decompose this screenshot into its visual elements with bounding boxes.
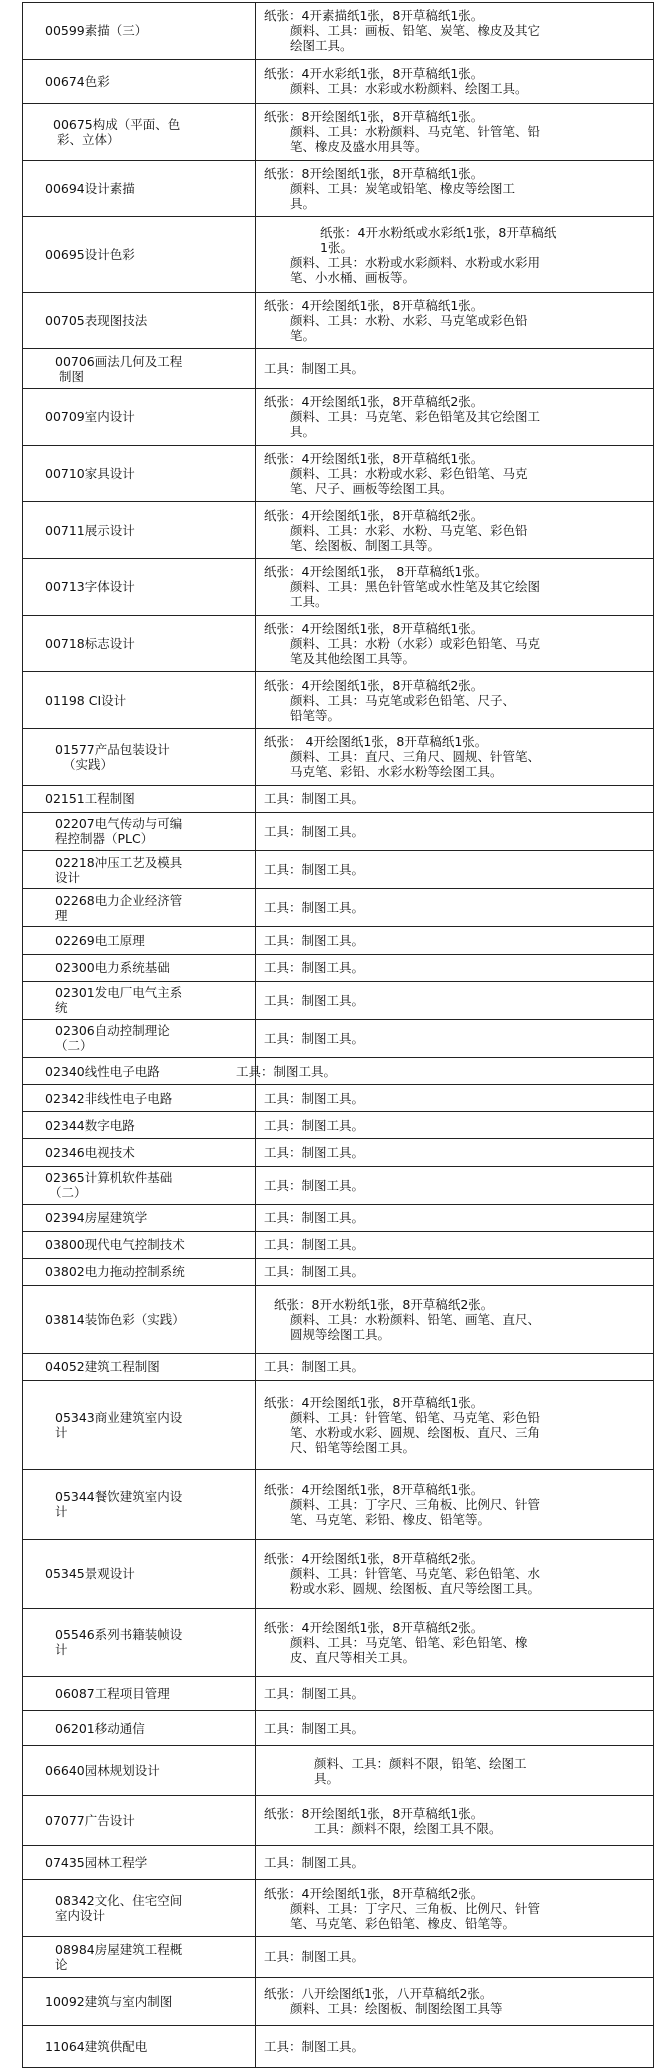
requirement-cell xyxy=(256,1936,654,1977)
course-cell xyxy=(23,445,256,502)
requirement-line: 颜料、工具：直尺、三角尺、圆规、针管笔、 xyxy=(290,749,541,765)
requirement-cell xyxy=(256,729,654,786)
requirement-line: 纸张：八开绘图纸1张，八开草稿纸2张。 xyxy=(264,1986,493,2002)
course-cell xyxy=(23,1676,256,1711)
requirement-line: 工具：制图工具。 xyxy=(264,1264,365,1280)
requirement-cell xyxy=(256,558,654,615)
table-row xyxy=(23,388,654,445)
course-name-line: 彩、立体） xyxy=(57,131,120,147)
requirement-cell xyxy=(256,104,654,161)
table-row xyxy=(23,1085,654,1112)
course-name-line: 02300电力系统基础 xyxy=(55,960,170,976)
requirement-cell xyxy=(256,851,654,889)
requirement-line: 笔、尺子、画板等绘图工具。 xyxy=(290,480,453,496)
requirement-cell xyxy=(256,1258,654,1285)
table-row xyxy=(23,1380,654,1469)
requirement-line: 马克笔、彩铅、水彩水粉等绘图工具。 xyxy=(290,764,503,780)
course-name-line: 02151工程制图 xyxy=(45,791,135,807)
course-cell xyxy=(23,217,256,292)
requirement-line: 颜料、工具：马克笔或彩色铅笔、尺子、 xyxy=(290,692,516,708)
requirement-line: 笔及其他绘图工具等。 xyxy=(290,650,416,666)
requirement-line: 颜料、工具：水粉颜料、马克笔、针管笔、铅 xyxy=(290,124,541,140)
course-cell xyxy=(23,1539,256,1608)
requirement-cell xyxy=(256,1204,654,1231)
table-row xyxy=(23,1166,654,1204)
course-name-line: 02342非线性电子电路 xyxy=(45,1090,173,1106)
course-name-line: 04052建筑工程制图 xyxy=(45,1359,160,1375)
course-cell xyxy=(23,729,256,786)
requirement-cell xyxy=(256,1019,654,1057)
table-row xyxy=(23,1539,654,1608)
requirement-cell xyxy=(256,3,654,60)
table-row xyxy=(23,672,654,729)
course-cell xyxy=(23,1204,256,1231)
requirement-line: 工具：制图工具。 xyxy=(264,1090,365,1106)
requirement-line: 纸张：8开绘图纸1张，8开草稿纸1张。 xyxy=(264,1805,484,1821)
requirement-line: 工具：制图工具。 xyxy=(264,1237,365,1253)
requirement-cell xyxy=(256,1977,654,2025)
course-name-line: 03800现代电气控制技术 xyxy=(45,1237,185,1253)
course-cell xyxy=(23,1166,256,1204)
course-name-line: 程控制器（PLC） xyxy=(55,831,154,847)
course-cell xyxy=(23,1469,256,1539)
course-name-line: 00694设计素描 xyxy=(45,181,135,197)
requirement-line: 纸张：4开绘图纸1张，8开草稿纸1张。 xyxy=(264,1394,484,1410)
course-cell xyxy=(23,785,256,812)
course-name-line: 00711展示设计 xyxy=(45,522,135,538)
course-name-line: 00674色彩 xyxy=(45,73,110,89)
requirement-line: 具。 xyxy=(290,424,316,440)
table-row xyxy=(23,1711,654,1746)
course-name-line: 02340线性电子电路 xyxy=(45,1063,160,1079)
course-name-line: 01577产品包装设计 xyxy=(55,741,170,757)
table-row xyxy=(23,1609,654,1677)
table-row xyxy=(23,1204,654,1231)
requirement-cell xyxy=(256,1845,654,1880)
course-cell xyxy=(23,615,256,672)
course-name-line: 00675构成（平面、色 xyxy=(53,116,181,132)
requirement-line: 纸张：4开绘图纸1张，8开草稿纸2张。 xyxy=(264,1619,484,1635)
requirement-cell xyxy=(256,1286,654,1354)
table-row xyxy=(23,1977,654,2025)
course-cell xyxy=(23,1019,256,1057)
table-row xyxy=(23,927,654,954)
requirement-line: 工具：制图工具。 xyxy=(236,1063,337,1079)
table-row xyxy=(23,558,654,615)
course-cell xyxy=(23,1711,256,1746)
requirement-cell xyxy=(256,785,654,812)
table-row xyxy=(23,3,654,60)
requirement-line: 工具：制图工具。 xyxy=(264,823,365,839)
requirement-line: 工具：制图工具。 xyxy=(264,1030,365,1046)
course-name-line: 00713字体设计 xyxy=(45,579,135,595)
table-row xyxy=(23,349,654,388)
requirement-line: 纸张：4开绘图纸1张，8开草稿纸2张。 xyxy=(264,394,484,410)
table-row xyxy=(23,1880,654,1937)
requirement-cell xyxy=(256,2025,654,2067)
course-cell xyxy=(23,889,256,927)
course-cell xyxy=(23,104,256,161)
course-cell xyxy=(23,1609,256,1677)
requirement-line: 纸张：8开水粉纸1张，8开草稿纸2张。 xyxy=(274,1296,494,1312)
table-row xyxy=(23,1845,654,1880)
requirement-line: 工具：制图工具。 xyxy=(264,361,365,377)
table-row xyxy=(23,1936,654,1977)
requirement-line: 纸张： 4开绘图纸1张，8开草稿纸1张。 xyxy=(264,734,488,750)
requirement-line: 颜料、工具：水彩或水粉颜料、绘图工具。 xyxy=(290,81,528,97)
requirement-cell xyxy=(256,672,654,729)
requirement-line: 颜料、工具：丁字尺、三角板、比例尺、针管 xyxy=(290,1496,541,1512)
course-name-line: 05343商业建筑室内设 xyxy=(55,1409,183,1425)
table-row xyxy=(23,59,654,103)
table-row xyxy=(23,217,654,292)
course-name-line: 00706画法几何及工程 xyxy=(55,353,183,369)
table-row xyxy=(23,1286,654,1354)
course-name-line: 02346电视技术 xyxy=(45,1144,135,1160)
course-name-line: 07435园林工程学 xyxy=(45,1854,148,1870)
table-row xyxy=(23,104,654,161)
requirement-line: 铅笔等。 xyxy=(290,707,341,723)
requirement-cell xyxy=(256,1085,654,1112)
requirement-line: 纸张：4开水彩纸1张，8开草稿纸1张。 xyxy=(264,66,484,82)
table-row xyxy=(23,785,654,812)
requirement-cell xyxy=(256,1880,654,1937)
requirement-line: 纸张：4开绘图纸1张，8开草稿纸2张。 xyxy=(264,1551,484,1567)
requirement-line: 笔、马克笔、彩色铅笔、橡皮、铅笔等。 xyxy=(290,1915,516,1931)
course-cell xyxy=(23,388,256,445)
table-row xyxy=(23,1231,654,1258)
requirement-line: 纸张：4开绘图纸1张，8开草稿纸2张。 xyxy=(264,507,484,523)
course-name-line: 08984房屋建筑工程概 xyxy=(55,1941,183,1957)
table-row xyxy=(23,1469,654,1539)
course-name-line: 10092建筑与室内制图 xyxy=(45,1993,173,2009)
exam-materials-table xyxy=(22,2,654,2068)
requirement-cell xyxy=(236,1058,654,1085)
course-name-line: （实践） xyxy=(63,756,114,772)
requirement-line: 工具：制图工具。 xyxy=(264,1359,365,1375)
table-row xyxy=(23,729,654,786)
requirement-line: 颜料、工具：水粉、水彩、马克笔或彩色铅 xyxy=(290,313,528,329)
requirement-line: 工具：制图工具。 xyxy=(264,1686,365,1702)
requirement-cell xyxy=(256,349,654,388)
course-name-line: 制图 xyxy=(59,368,85,384)
course-name-line: 02365计算机软件基础 xyxy=(45,1170,173,1186)
requirement-line: 工具：制图工具。 xyxy=(264,862,365,878)
requirement-line: 纸张：8开绘图纸1张，8开草稿纸1张。 xyxy=(264,166,484,182)
course-cell xyxy=(23,1880,256,1937)
requirement-line: 工具：制图工具。 xyxy=(264,1177,365,1193)
course-name-line: 03814装饰色彩（实践） xyxy=(45,1311,185,1327)
course-name-line: （二） xyxy=(55,1038,93,1054)
requirement-line: 纸张：4开绘图纸1张，8开草稿纸2张。 xyxy=(264,1885,484,1901)
course-cell xyxy=(23,1258,256,1285)
course-cell xyxy=(23,1286,256,1354)
course-name-line: 06087工程项目管理 xyxy=(55,1686,170,1702)
course-cell xyxy=(23,3,256,60)
requirement-line: 笔、马克笔、彩铅、橡皮、铅笔等。 xyxy=(290,1511,491,1527)
table-row xyxy=(23,1258,654,1285)
requirement-line: 颜料、工具：丁字尺、三角板、比例尺、针管 xyxy=(290,1900,541,1916)
course-cell xyxy=(23,1845,256,1880)
requirement-line: 颜料、工具：绘图板、制图绘图工具等 xyxy=(290,2001,503,2017)
table-row xyxy=(23,1058,654,1085)
course-name-line: 计 xyxy=(55,1424,68,1440)
requirement-cell xyxy=(256,59,654,103)
requirement-line: 工具：制图工具。 xyxy=(264,2038,365,2054)
course-cell xyxy=(23,851,256,889)
course-name-line: 05345景观设计 xyxy=(45,1566,135,1582)
course-cell xyxy=(23,927,256,954)
course-name-line: 统 xyxy=(55,1000,68,1016)
table-row xyxy=(23,1019,654,1057)
course-cell xyxy=(23,1977,256,2025)
requirement-line: 纸张：4开素描纸1张，8开草稿纸1张。 xyxy=(264,8,484,24)
course-cell xyxy=(23,1353,256,1380)
table-row xyxy=(23,292,654,349)
requirement-line: 尺、铅笔等绘图工具。 xyxy=(290,1439,416,1455)
requirement-line: 工具。 xyxy=(290,594,328,610)
requirement-cell xyxy=(256,1112,654,1139)
requirement-line: 颜料、工具：水彩、水粉、马克笔、彩色铅 xyxy=(290,522,528,538)
table-row xyxy=(23,1676,654,1711)
requirement-line: 纸张：4开绘图纸1张，8开草稿纸1张。 xyxy=(264,1481,484,1497)
requirement-cell xyxy=(256,954,654,981)
course-name-line: 02269电工原理 xyxy=(55,933,145,948)
course-name-line: 02306自动控制理论 xyxy=(55,1023,170,1039)
course-cell xyxy=(23,292,256,349)
table-row xyxy=(23,851,654,889)
course-cell xyxy=(23,349,256,388)
requirement-cell xyxy=(256,927,654,954)
requirement-line: 具。 xyxy=(314,1770,340,1786)
requirement-cell xyxy=(256,1353,654,1380)
requirement-cell xyxy=(256,1539,654,1608)
requirement-cell xyxy=(256,502,654,559)
requirement-line: 工具：制图工具。 xyxy=(264,1117,365,1133)
requirement-line: 工具：制图工具。 xyxy=(264,933,365,948)
course-name-line: 02301发电厂电气主系 xyxy=(55,985,183,1001)
course-name-line: 计 xyxy=(55,1504,68,1520)
requirement-line: 工具：制图工具。 xyxy=(264,1854,365,1870)
requirement-cell xyxy=(256,812,654,850)
requirement-line: 纸张：4开绘图纸1张，8开草稿纸1张。 xyxy=(264,450,484,466)
course-name-line: 07077广告设计 xyxy=(45,1813,135,1829)
requirement-line: 工具：制图工具。 xyxy=(264,1949,365,1965)
table-body xyxy=(23,3,654,2068)
course-name-line: 02207电气传动与可编 xyxy=(55,816,183,832)
course-name-line: 02218冲压工艺及模具 xyxy=(55,854,183,870)
requirement-line: 纸张：4开绘图纸1张，8开草稿纸1张。 xyxy=(264,620,484,636)
course-name-line: 05546系列书籍装帧设 xyxy=(55,1627,183,1643)
requirement-line: 颜料、工具：水粉（水彩）或彩色铅笔、马克 xyxy=(290,635,541,651)
requirement-line: 笔、小水桶、画板等。 xyxy=(290,269,416,285)
requirement-cell xyxy=(256,445,654,502)
table-row xyxy=(23,1745,654,1796)
requirement-cell xyxy=(256,1380,654,1469)
course-name-line: 00710家具设计 xyxy=(45,465,135,481)
course-name-line: 08342文化、住宅空间 xyxy=(55,1893,183,1909)
requirement-line: 纸张：4开绘图纸1张，8开草稿纸2张。 xyxy=(264,677,484,693)
course-name-line: 00705表现图技法 xyxy=(45,313,148,329)
requirement-line: 绘图工具。 xyxy=(290,38,353,54)
requirement-line: 1张。 xyxy=(320,239,353,255)
requirement-line: 具。 xyxy=(290,196,316,212)
course-cell xyxy=(23,502,256,559)
table-row xyxy=(23,889,654,927)
course-name-line: 室内设计 xyxy=(55,1908,106,1924)
requirement-line: 纸张：4开绘图纸1张，8开草稿纸1张。 xyxy=(264,298,484,314)
requirement-line: 颜料、工具：黑色针管笔或水性笔及其它绘图 xyxy=(290,579,541,595)
requirement-line: 颜料、工具：水粉颜料、铅笔、画笔、直尺、 xyxy=(290,1311,541,1327)
course-cell xyxy=(23,1139,256,1166)
requirement-line: 笔、水粉或水彩、圆规、绘图板、直尺、三角 xyxy=(290,1424,541,1440)
requirement-cell xyxy=(256,1231,654,1258)
requirement-cell xyxy=(256,388,654,445)
requirement-line: 工具：制图工具。 xyxy=(264,960,365,976)
course-cell xyxy=(23,1058,256,1085)
course-cell xyxy=(23,981,256,1019)
course-cell xyxy=(23,1380,256,1469)
course-name-line: 计 xyxy=(55,1642,68,1658)
requirement-line: 颜料、工具：画板、铅笔、炭笔、橡皮及其它 xyxy=(290,23,541,39)
requirement-line: 笔、绘图板、制图工具等。 xyxy=(290,537,441,553)
requirement-line: 工具：制图工具。 xyxy=(264,900,365,916)
course-name-line: 00599素描（三） xyxy=(45,23,148,39)
requirement-line: 工具：制图工具。 xyxy=(264,992,365,1008)
requirement-cell xyxy=(256,1469,654,1539)
requirement-cell xyxy=(256,217,654,292)
requirement-line: 颜料、工具：颜料不限，铅笔、绘图工 xyxy=(314,1755,527,1771)
course-cell xyxy=(23,812,256,850)
requirement-cell xyxy=(256,1166,654,1204)
course-name-line: 00695设计色彩 xyxy=(45,247,135,263)
requirement-line: 工具：制图工具。 xyxy=(264,1720,365,1736)
requirement-cell xyxy=(256,981,654,1019)
requirement-line: 颜料、工具：马克笔、彩色铅笔及其它绘图工 xyxy=(290,409,541,425)
requirement-line: 粉或水彩、圆规、绘图板、直尺等绘图工具。 xyxy=(290,1581,541,1597)
requirement-line: 纸张：4开绘图纸1张， 8开草稿纸1张。 xyxy=(264,564,488,580)
course-name-line: 理 xyxy=(55,907,68,923)
course-cell xyxy=(23,558,256,615)
requirement-line: 工具：制图工具。 xyxy=(264,1144,365,1160)
course-cell xyxy=(23,1085,256,1112)
course-name-line: 02268电力企业经济管 xyxy=(55,892,183,908)
requirement-line: 颜料、工具：水粉或水彩颜料、水粉或水彩用 xyxy=(290,254,541,270)
course-cell xyxy=(23,1112,256,1139)
requirement-cell xyxy=(256,160,654,217)
requirement-line: 颜料、工具：马克笔、铅笔、彩色铅笔、橡 xyxy=(290,1634,528,1650)
course-cell xyxy=(23,1745,256,1796)
table-row xyxy=(23,615,654,672)
table-row xyxy=(23,445,654,502)
table-row xyxy=(23,1353,654,1380)
requirement-line: 颜料、工具：针管笔、铅笔、马克笔、彩色铅 xyxy=(290,1409,541,1425)
requirement-cell xyxy=(256,292,654,349)
requirement-cell xyxy=(256,1139,654,1166)
course-name-line: 05344餐饮建筑室内设 xyxy=(55,1489,183,1505)
requirement-cell xyxy=(256,1711,654,1746)
course-cell xyxy=(23,1936,256,1977)
course-name-line: 02344数字电路 xyxy=(45,1117,135,1133)
table-row xyxy=(23,502,654,559)
table-row xyxy=(23,812,654,850)
course-name-line: 06201移动通信 xyxy=(55,1720,145,1736)
table-row xyxy=(23,1139,654,1166)
course-name-line: 设计 xyxy=(55,869,81,885)
table-row xyxy=(23,1796,654,1845)
requirement-line: 工具：制图工具。 xyxy=(264,791,365,807)
course-name-line: 00709室内设计 xyxy=(45,409,135,425)
requirement-cell xyxy=(256,615,654,672)
course-name-line: 00718标志设计 xyxy=(45,635,135,651)
requirement-cell xyxy=(256,1745,654,1796)
requirement-line: 颜料、工具：炭笔或铅笔、橡皮等绘图工 xyxy=(290,181,516,197)
table-row xyxy=(23,1112,654,1139)
course-cell xyxy=(23,59,256,103)
table-row xyxy=(23,954,654,981)
course-cell xyxy=(23,160,256,217)
requirement-line: 颜料、工具：针管笔、马克笔、彩色铅笔、水 xyxy=(290,1566,541,1582)
table-row xyxy=(23,160,654,217)
table-row xyxy=(23,981,654,1019)
table-row xyxy=(23,2025,654,2067)
course-cell xyxy=(23,672,256,729)
course-name-line: 02394房屋建筑学 xyxy=(45,1210,148,1226)
requirement-cell xyxy=(256,889,654,927)
requirement-line: 笔、橡皮及盛水用具等。 xyxy=(290,139,428,155)
course-name-line: 论 xyxy=(55,1956,68,1972)
course-name-line: 03802电力拖动控制系统 xyxy=(45,1264,185,1280)
course-name-line: 11064建筑供配电 xyxy=(45,2038,148,2054)
requirement-line: 皮、直尺等相关工具。 xyxy=(290,1649,416,1665)
requirement-line: 笔。 xyxy=(290,328,316,344)
requirement-cell xyxy=(256,1676,654,1711)
course-name-line: （二） xyxy=(49,1185,87,1201)
requirement-line: 工具：制图工具。 xyxy=(264,1210,365,1226)
requirement-line: 纸张：8开绘图纸1张，8开草稿纸1张。 xyxy=(264,109,484,125)
requirement-line: 圆规等绘图工具。 xyxy=(290,1326,391,1342)
course-cell xyxy=(23,1796,256,1845)
requirement-line: 颜料、工具：水粉或水彩、彩色铅笔、马克 xyxy=(290,465,528,481)
course-cell xyxy=(23,2025,256,2067)
course-name-line: 06640园林规划设计 xyxy=(45,1763,160,1779)
requirement-cell xyxy=(256,1796,654,1845)
course-cell xyxy=(23,954,256,981)
requirement-line: 纸张：4开水粉纸或水彩纸1张，8开草稿纸 xyxy=(320,224,557,240)
course-cell xyxy=(23,1231,256,1258)
requirement-line: 工具：颜料不限，绘图工具不限。 xyxy=(314,1820,502,1836)
requirement-cell xyxy=(256,1609,654,1677)
course-name-line: 01198 CI设计 xyxy=(45,692,127,708)
